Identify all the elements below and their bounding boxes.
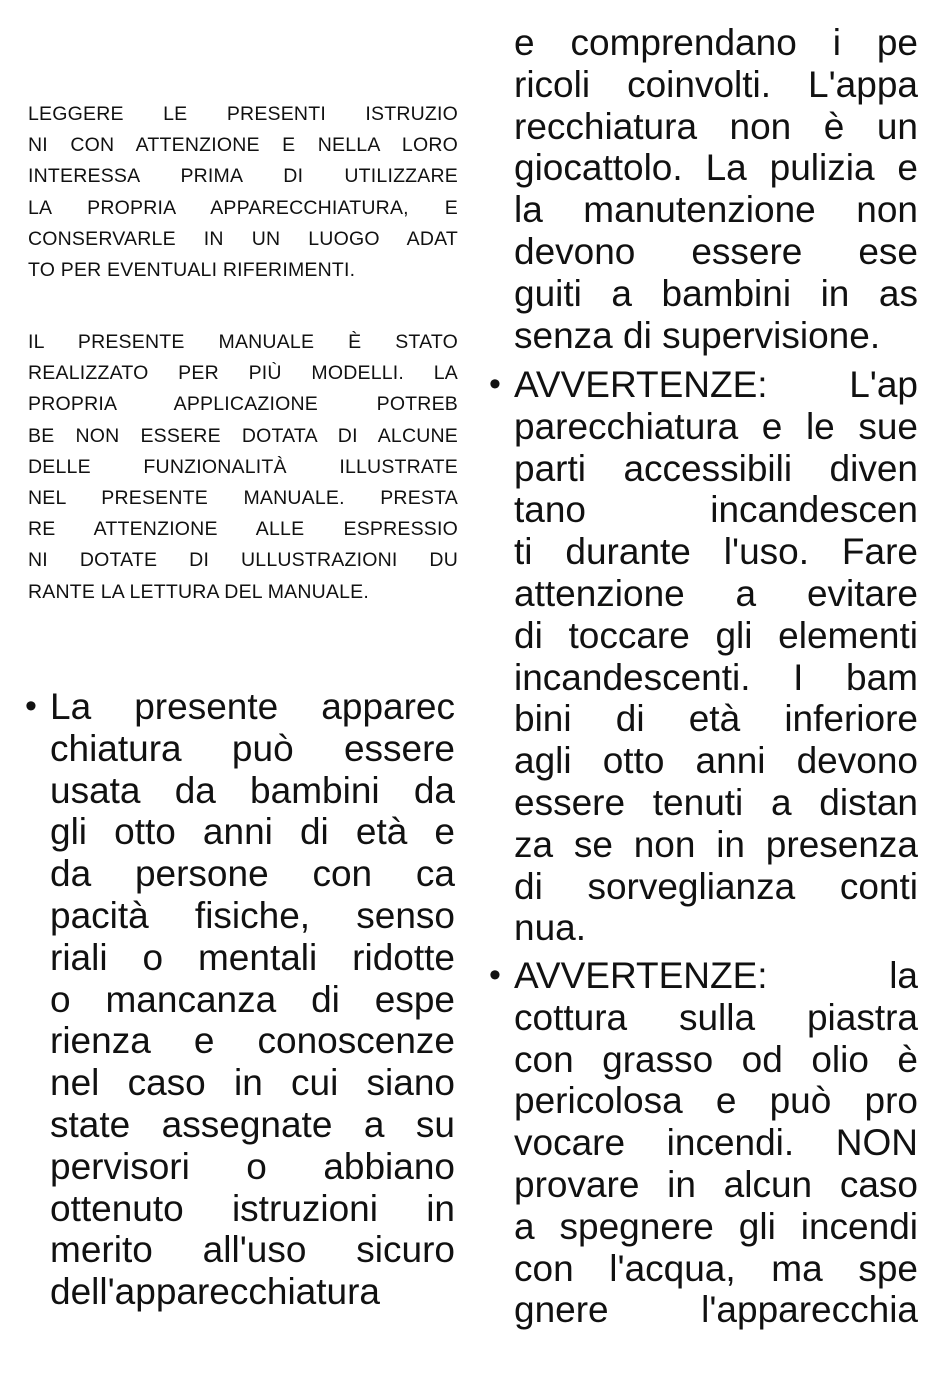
notice-line: CONSERVARLE IN UN LUOGO ADAT	[28, 227, 458, 250]
paragraph-line: bini di età inferiore	[514, 698, 918, 740]
paragraph-line: a spegnere gli incendi	[514, 1205, 918, 1247]
paragraph-line: giocattolo. La pulizia e	[514, 147, 918, 189]
paragraph-line: tano incandescen	[514, 489, 918, 531]
paragraph-line: ti durante l'uso. Fare	[514, 531, 918, 573]
paragraph-line: agli otto anni devono	[514, 740, 918, 782]
paragraph-line: pacità fisiche, senso	[50, 894, 455, 936]
paragraph-line: o mancanza di espe	[50, 978, 455, 1020]
notice-line: LA PROPRIA APPARECCHIATURA, E	[28, 196, 458, 219]
paragraph-line: senza di supervisione.	[514, 314, 881, 356]
children-usage-paragraph	[25, 686, 455, 1313]
paragraph-line: ricoli coinvolti. L'appa	[514, 63, 918, 105]
paragraph-line: con l'acqua, ma spe	[514, 1247, 918, 1289]
notice-line: INTERESSA PRIMA DI UTILIZZARE	[28, 165, 458, 188]
paragraph-line: state assegnate a su	[50, 1103, 455, 1145]
paragraph-line: za se non in presenza	[514, 823, 918, 865]
children-usage-continuation	[514, 22, 918, 356]
paragraph-line: rienza e conoscenze	[50, 1020, 455, 1062]
notice-line: NI DOTATE DI ULLUSTRAZIONI DU	[28, 549, 458, 572]
hot-parts-warning-paragraph	[489, 364, 918, 949]
paragraph-line: attenzione a evitare	[514, 572, 918, 614]
paragraph-line: AVVERTENZE: L'ap	[514, 364, 918, 405]
paragraph-line: gnere l'apparecchia	[514, 1289, 918, 1331]
paragraph-line: da persone con ca	[50, 853, 455, 895]
paragraph-line: AVVERTENZE: la	[514, 955, 918, 996]
paragraph-line: usata da bambini da	[50, 769, 455, 811]
notice-line: PROPRIA APPLICAZIONE POTREB	[28, 393, 458, 416]
notice-line: RANTE LA LETTURA DEL MANUALE.	[28, 580, 370, 603]
paragraph-line: cottura sulla piastra	[514, 996, 918, 1038]
paragraph-line: recchiatura non è un	[514, 105, 918, 147]
grease-fire-warning-paragraph	[489, 955, 918, 1331]
paragraph-line: gli otto anni di età e	[50, 811, 455, 853]
paragraph-line: di toccare gli elementi	[514, 614, 918, 656]
notice-line: NI CON ATTENZIONE E NELLA LORO	[28, 134, 458, 157]
bullet-point: •	[489, 365, 501, 403]
multi-model-notice	[28, 327, 458, 608]
paragraph-line: riali o mentali ridotte	[50, 936, 455, 978]
notice-line: DELLE FUNZIONALITÀ ILLUSTRATE	[28, 455, 458, 478]
paragraph-line: la manutenzione non	[514, 189, 918, 231]
notice-line: BE NON ESSERE DOTATA DI ALCUNE	[28, 424, 458, 447]
paragraph-line: dell'apparecchiatura	[50, 1271, 381, 1313]
paragraph-line: vocare incendi. NON	[514, 1122, 918, 1164]
paragraph-line: parti accessibili diven	[514, 447, 918, 489]
paragraph-line: merito all'uso sicuro	[50, 1229, 455, 1271]
paragraph-line: guiti a bambini in as	[514, 272, 918, 314]
paragraph-line: con grasso od olio è	[514, 1038, 918, 1080]
notice-line: RE ATTENZIONE ALLE ESPRESSIO	[28, 518, 458, 541]
paragraph-line: di sorveglianza conti	[514, 865, 918, 907]
notice-line: REALIZZATO PER PIÙ MODELLI. LA	[28, 362, 458, 385]
bullet-point: •	[489, 956, 501, 994]
paragraph-line: e comprendano i pe	[514, 22, 918, 63]
paragraph-line: pericolosa e può pro	[514, 1080, 918, 1122]
paragraph-line: nel caso in cui siano	[50, 1062, 455, 1104]
paragraph-line: provare in alcun caso	[514, 1163, 918, 1205]
paragraph-line: pervisori o abbiano	[50, 1145, 455, 1187]
paragraph-line: chiatura può essere	[50, 727, 455, 769]
paragraph-line: parecchiatura e le sue	[514, 405, 918, 447]
paragraph-line: ottenuto istruzioni in	[50, 1187, 455, 1229]
notice-line: IL PRESENTE MANUALE È STATO	[28, 331, 458, 353]
reading-instructions-notice	[28, 99, 458, 286]
notice-line: NEL PRESENTE MANUALE. PRESTA	[28, 486, 458, 509]
paragraph-line: La presente apparec	[50, 686, 455, 727]
paragraph-line: incandescenti. I bam	[514, 656, 918, 698]
paragraph-line: nua.	[514, 907, 587, 949]
paragraph-line: essere tenuti a distan	[514, 781, 918, 823]
notice-line: TO PER EVENTUALI RIFERIMENTI.	[28, 258, 356, 281]
paragraph-line: devono essere ese	[514, 230, 918, 272]
bullet-point: •	[25, 687, 37, 725]
notice-line: LEGGERE LE PRESENTI ISTRUZIO	[28, 103, 458, 125]
